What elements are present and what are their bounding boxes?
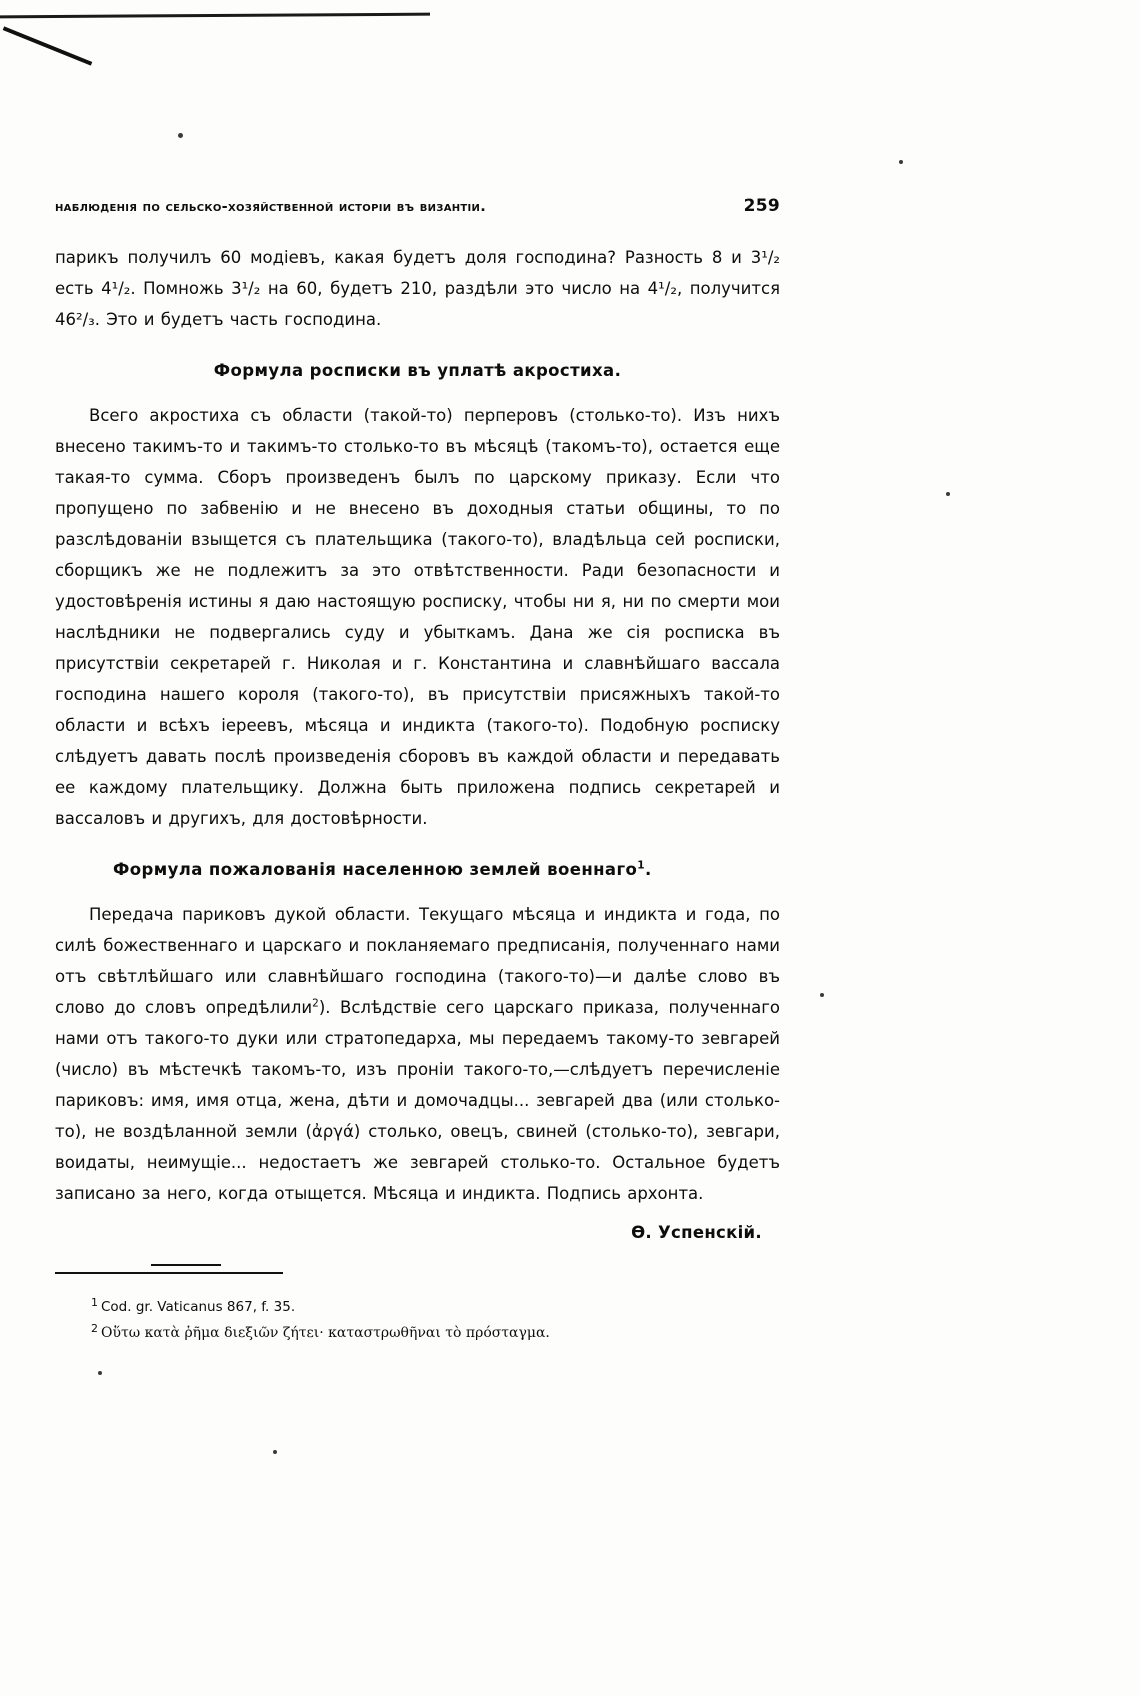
paragraph-calculation: парикъ получилъ 60 модіевъ, какая будетъ доля господина? Разность 8 и 3¹/₂ есть 4¹/₂. Помножь 3¹/₂ на 60, будетъ 210, раздѣли это число на 4¹/₂, получится 46²/₃. Это и будетъ часть господина. — [55, 248, 780, 329]
footnote-mark: 1 — [91, 1295, 98, 1309]
footnote-mark: 2 — [91, 1321, 98, 1335]
footnote-separator-rule-2 — [151, 1264, 221, 1266]
footnotes — [55, 1294, 780, 1346]
scan-speck — [273, 1450, 277, 1454]
footnote-item — [91, 1320, 780, 1346]
scan-edge-line-corner — [3, 26, 93, 65]
footnote-text: Cod. gr. Vaticanus 867, f. 35. — [101, 1299, 296, 1315]
paragraph-grant-formula-part1: Передача париковъ дукой области. Текущаго мѣсяца и индикта и года, по силѣ божественнаго и царскаго и покланяемаго предписанія, полученнаго нами отъ свѣтлѣйшаго или славнѣйшаго господина (такого-то)—и далѣе слово въ слово до словъ опредѣлили — [55, 905, 780, 1017]
scan-speck — [178, 133, 183, 138]
footnote-separator-rule — [55, 1272, 283, 1274]
footnote-ref-2: 2 — [312, 997, 319, 1010]
author-signature: Ѳ. Успенскій. — [631, 1223, 762, 1242]
footnote-ref-1: 1 — [637, 859, 645, 872]
section-heading-grant-formula: Формула пожалованія населенною землей военнаго$^1$. — [113, 859, 652, 879]
page-content — [55, 196, 780, 1346]
running-head — [55, 196, 780, 216]
section-heading-grant-formula-text: Формула пожалованія населенною землей военнаго — [113, 860, 638, 879]
paragraph-grant-formula — [55, 899, 780, 1209]
scan-edge-line-top — [0, 13, 430, 19]
page-number: 259 — [743, 196, 780, 216]
footnote-text: Οὕτω κατὰ ῥῆμα διεξιῶν ζήτει· καταστρωθῆναι τὸ πρόσταγμα. — [101, 1325, 550, 1341]
running-head-title: наблюденія по сельско-хозяйственной исторіи въ византіи. — [55, 199, 487, 215]
paragraph-grant-formula-part2: ). Вслѣдствіе сего царскаго приказа, полученнаго нами отъ такого-то дуки или стратопедарха, мы передаемъ такому-то зевгарей (число) въ мѣстечкѣ такомъ-то, изъ проніи такого-то,—слѣдуетъ перечисленіе париковъ: имя, имя отца, жена, дѣти и домочадцы... зевгарей два (или столько-то), не воздѣланной земли (ἀργά) столько, овецъ, свиней (столько-то), зевгари, воидаты, неимущіе... недостаетъ же зевгарей столько-то. Остальное будетъ записано за него, когда отыщется. Мѣсяца и индикта. Подпись архонта. — [55, 998, 781, 1203]
footnote-item — [91, 1294, 780, 1320]
scan-speck — [98, 1371, 102, 1375]
scan-speck — [899, 160, 903, 164]
scan-speck — [820, 993, 824, 997]
section-heading-receipt-formula: Формула росписки въ уплатѣ акростиха. — [213, 361, 622, 380]
paragraph-receipt-formula: Всего акростиха съ области (такой-то) перперовъ (столько-то). Изъ нихъ внесено такимъ-то и такимъ-то столько-то въ мѣсяцѣ (такомъ-то), остается еще такая-то сумма. Сборъ произведенъ былъ по царскому приказу. Если что пропущено по забвенію и не внесено въ доходныя статьи общины, то по разслѣдованіи взыщется съ плательщика (такого-то), владѣльца сей росписки, сборщикъ же не подлежитъ за это отвѣтственности. Ради безопасности и удостовѣренія истины я даю настоящую росписку, чтобы ни я, ни по смерти мои наслѣдники не подвергались суду и убыткамъ. Дана же сія росписка въ присутствіи секретарей г. Николая и г. Константина и славнѣйшаго вассала господина нашего короля (такого-то), въ присутствіи присяжныхъ такой-то области и всѣхъ іереевъ, мѣсяца и индикта (такого-то). Подобную росписку слѣдуетъ давать послѣ произведенія сборовъ въ каждой области и передавать ее каждому плательщику. Должна быть приложена подпись секретарей и вассаловъ и другихъ, для достовѣрности. — [55, 406, 780, 828]
scan-speck — [946, 492, 950, 496]
